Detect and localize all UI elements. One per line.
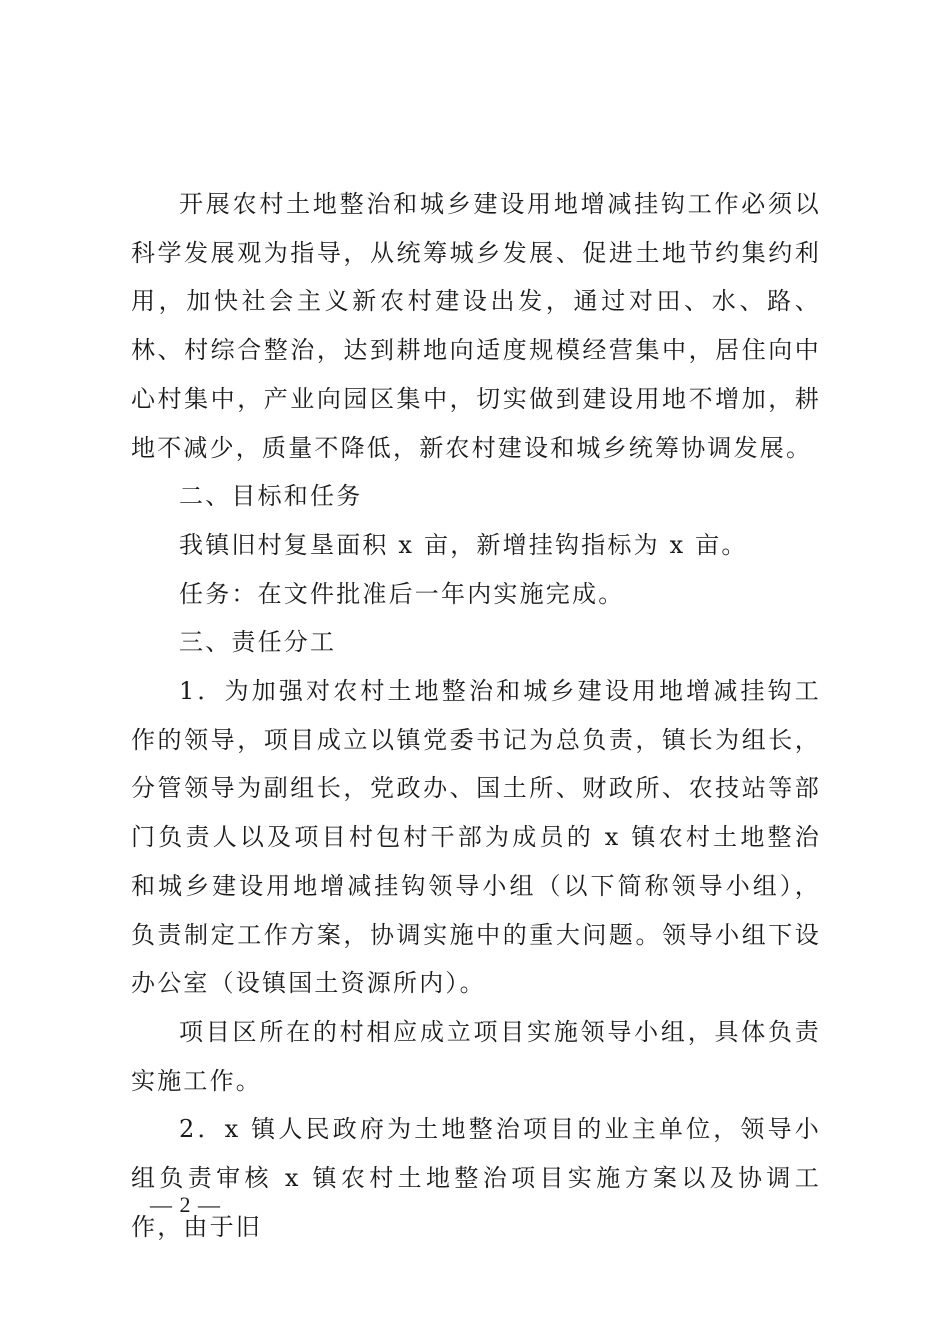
section-heading-responsibility: 三、责任分工 [179, 628, 337, 657]
paragraph-item-2: 2．x 镇人民政府为土地整治项目的业主单位，领导小组负责审核 x 镇农村土地整治项目实施方案以及协调工作，由于旧 [131, 1115, 821, 1241]
paragraph-village-group: 项目区所在的村相应成立项目实施领导小组，具体负责实施工作。 [131, 1017, 821, 1095]
paragraph-task: 任务：在文件批准后一年内实施完成。 [179, 579, 625, 608]
paragraph-item-1: 1．为加强对农村土地整治和城乡建设用地增减挂钩工作的领导，项目成立以镇党委书记为总负责，镇长为组长，分管领导为副组长，党政办、国土所、财政所、农技站等部门负责人以及项目村包村干部为成员的 x 镇农村土地整治和城乡建设用地增减挂钩领导小组（以下简称领导小组），负责制定工作方案，协调实施中的重大问题。领导小组下设办公室（设镇国土资源所内）。 [131, 677, 821, 998]
paragraph-intro: 开展农村土地整治和城乡建设用地增减挂钩工作必须以科学发展观为指导，从统筹城乡发展、促进土地节约集约利用，加快社会主义新农村建设出发，通过对田、水、路、林、村综合整治，达到耕地向适度规模经营集中，居住向中心村集中，产业向园区集中，切实做到建设用地不增加，耕地不减少，质量不降低，新农村建设和城乡统筹协调发展。 [131, 190, 821, 462]
paragraph-goal-area: 我镇旧村复垦面积 x 亩，新增挂钩指标为 x 亩。 [179, 530, 748, 559]
document-body [131, 180, 821, 1251]
section-heading-goals: 二、目标和任务 [179, 482, 363, 511]
page-number: — 2 — [150, 1192, 221, 1217]
